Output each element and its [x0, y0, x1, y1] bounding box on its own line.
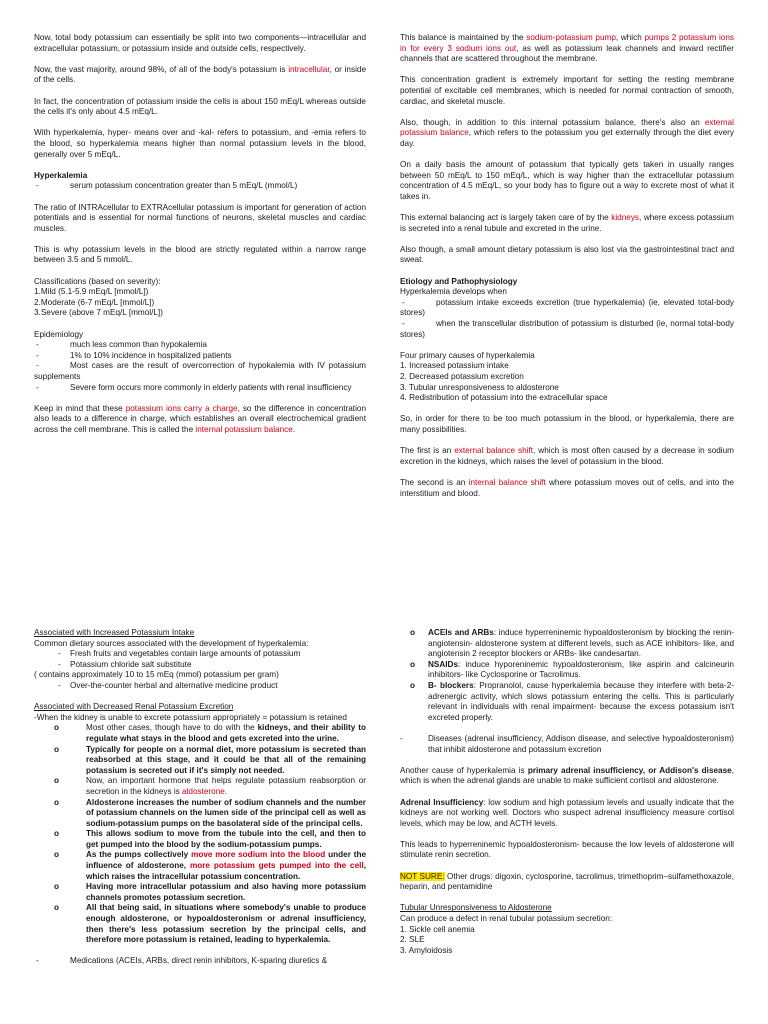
etiology-item: - potassium intake exceeds excretion (true hyperkalemia) (ie, elevated total-body stores)	[400, 298, 734, 319]
paragraph: This is why potassium levels in the blood are strictly regulated within a narrow range between 3.5 and 5 mmol/L.	[34, 244, 366, 265]
paragraph: The ratio of INTRAcellular to EXTRAcellular potassium is important for generation of action potentials and is essential for normal functions of neurons, skeletal muscles and cardiac muscles.	[34, 202, 366, 233]
bullet-item: o All that being said, in situations where somebody's unable to produce enough aldosterone, or hypoaldosteronism or adrenal insufficiency, then there's less potassium secretion by the principal cells, and therefore more potassium is retained, leading to hyperkalemia.	[34, 903, 366, 945]
paragraph: Also, though, in addition to this internal potassium balance, there's also an external potassium balance, which refers to the potassium you get externally through the diet every day.	[400, 117, 734, 148]
excretion-title: Associated with Decreased Renal Potassium Excretion	[34, 702, 234, 712]
paragraph: Now, total body potassium can essentially be split into two components—intracellular and extracellular potassium, or potassium inside and outside cells, respectively.	[34, 33, 366, 53]
bottom-right-column	[400, 628, 734, 956]
bullet-item: o This allows sodium to move from the tubule into the cell, and then to get pumped into the blood by the sodium-potassium pumps.	[34, 829, 366, 850]
cause-item: 2. Decreased potassium excretion	[400, 372, 524, 381]
diseases-item: - Diseases (adrenal insufficiency, Addison disease, and selective hypoaldosteronism) that inhibit aldosterone and potassium excretion	[400, 734, 734, 755]
paragraph: The first is an external balance shift, which is most often caused by a decrease in sodium excretion in the kidneys, which raises the level of potassium in the blood.	[400, 446, 734, 466]
bullet-item: o As the pumps collectively move more sodium into the blood under the influence of aldosterone, more potassium gets pumped into the cell, which raises the intracellular potassium concentration.	[34, 850, 366, 882]
bullet-item: o Now, an important hormone that helps regulate potassium reabsorption or secretion in the kidneys is aldosterone.	[34, 776, 366, 797]
epidemiology-item: - Severe form occurs more commonly in elderly patients with renal insufficiency	[34, 383, 366, 394]
paragraph: On a daily basis the amount of potassium that typically gets taken in usually ranges between 50 mEq/L to 150 mEq/L, which is way higher than the extracellular potassium concentration of 4.5 mEq/L, so your body has to figure out a way to excrete most of what it takes in.	[400, 160, 734, 201]
intake-title: Associated with Increased Potassium Intake	[34, 628, 195, 637]
drug-bullet: o NSAIDs: induce hyporeninemic hypoaldosteronism, like aspirin and calcineurin inhibitors- like Cyclosporine or Tacrolimus.	[400, 660, 734, 681]
tubular-item: 3. Amyloidosis	[400, 945, 453, 955]
paragraph: This external balancing act is largely taken care of by the kidneys, where excess potassium is secreted into a renal tubule and excreted in the urine.	[400, 213, 734, 233]
paragraph: NOT SURE: Other drugs: digoxin, cyclosporine, tacrolimus, trimethoprim–sulfamethoxazole, heparin, and pentamidine	[400, 871, 734, 892]
intake-item: - Fresh fruits and vegetables contain large amounts of potassium	[34, 649, 366, 660]
classification-item: 3.Severe (above 7 mEq/L [mmol/L])	[34, 308, 163, 318]
top-left-column	[34, 33, 366, 446]
drug-bullet: o B- blockers: Propranolol, cause hyperkalemia because they interfere with beta-2-adrenergic activity, which slows potassium entering the cells. This is particularly relevant in individuals with renal impairment- because the excess potassium isn't excreted properly.	[400, 681, 734, 723]
drug-bullet: o ACEIs and ARBs: induce hyperreninemic hypoaldosteronism by blocking the renin- angiotensin- aldosterone system at different levels, such as ACE inhibitors- like, and angiotensin 2 receptor blockers or ARBs- like candesartan.	[400, 628, 734, 660]
excretion-intro: -When the kidney is unable to excrete potassium appropriately = potassium is retained	[34, 712, 347, 722]
not-sure-highlight: NOT SURE:	[400, 871, 445, 881]
intake-item: - Potassium chloride salt substitute	[34, 660, 366, 671]
intake-item: - Over-the-counter herbal and alternative medicine product	[34, 681, 366, 692]
classification-item: 2.Moderate (6-7 mEq/L [mmol/L])	[34, 297, 155, 307]
tubular-item: 1. Sickle cell anemia	[400, 924, 475, 934]
epidemiology-item: - Most cases are the result of overcorrection of hypokalemia with IV potassium supplements	[34, 361, 366, 382]
epidemiology-title: Epidemiology	[34, 329, 84, 339]
bullet-item: o Having more intracellular potassium and also having more potassium channels promotes potassium secretion.	[34, 882, 366, 903]
section-heading: Hyperkalemia	[34, 170, 88, 180]
tubular-intro: Can produce a defect in renal tubular potassium secretion:	[400, 914, 613, 924]
paragraph: This concentration gradient is extremely important for setting the resting membrane potential of excitable cell membranes, which is needed for normal contraction of smooth, cardiac, and skeletal muscle.	[400, 75, 734, 106]
cause-item: 1. Increased potassium intake	[400, 361, 509, 371]
classification-item: 1.Mild (5.1-5.9 mEq/L [mmol/L])	[34, 287, 149, 297]
intake-intro: Common dietary sources associated with the development of hyperkalemia:	[34, 638, 309, 648]
epidemiology-item: - 1% to 10% incidence in hospitalized patients	[34, 351, 366, 362]
definition-item: - serum potassium concentration greater than 5 mEq/L (mmol/L)	[34, 181, 366, 192]
bullet-item: o Typically for people on a normal diet, more potassium is secreted than reabsorbed at this stage, and it could be that all of the remaining potassium is secreted out if it's simply not needed.	[34, 745, 366, 777]
paragraph: This balance is maintained by the sodium-potassium pump, which pumps 2 potassium ions in for every 3 sodium ions out, as well as potassium leak channels and inward rectifier channels that are scattered throughout the membrane.	[400, 33, 734, 64]
medications-item: - Medications (ACEIs, ARBs, direct renin inhibitors, K-sparing diuretics &	[34, 956, 366, 967]
bullet-item: o Aldosterone increases the number of sodium channels and the number of potassium channels on the lumen side of the principal cell as well as sodium-potassium pumps on the basolateral side of the principal cells.	[34, 798, 366, 830]
etiology-intro: Hyperkalemia develops when	[400, 287, 507, 297]
tubular-item: 2. SLE	[400, 935, 425, 945]
etiology-title: Etiology and Pathophysiology	[400, 276, 518, 286]
bullet-item: o Most other cases, though have to do with the kidneys, and their ability to regulate what stays in the blood and gets excreted into the urine.	[34, 723, 366, 744]
cause-item: 3. Tubular unresponsiveness to aldosterone	[400, 382, 559, 392]
paragraph: In fact, the concentration of potassium inside the cells is about 150 mEq/L whereas outside the cells it's only about 4.5 mEq/L.	[34, 96, 366, 117]
paragraph: The second is an internal balance shift where potassium moves out of cells, and into the interstitium and blood.	[400, 477, 734, 498]
paragraph: With hyperkalemia, hyper- means over and -kal- refers to potassium, and -emia refers to the blood, so hyperkalemia means higher than normal potassium levels in the blood, generally over 5 mEq/L.	[34, 128, 366, 159]
paragraph: Also though, a small amount dietary potassium is also lost via the gastrointestinal tract and sweat.	[400, 244, 734, 265]
etiology-item: - when the transcellular distribution of potassium is disturbed (ie, normal total-body stores)	[400, 319, 734, 340]
paragraph: So, in order for there to be too much potassium in the blood, or hyperkalemia, there are many possibilities.	[400, 414, 734, 434]
epidemiology-item: - much less common than hypokalemia	[34, 340, 366, 351]
tubular-title: Tubular Unresponsiveness to Aldosterone	[400, 903, 552, 913]
paragraph: This leads to hyperreninemic hypoaldosteronism- because the low levels of aldosterone will stimulate renin secretion.	[400, 839, 734, 860]
cause-item: 4. Redistribution of potassium into the extracellular space	[400, 393, 608, 403]
paragraph: Now, the vast majority, around 98%, of all of the body's potassium is intracellular, or inside of the cells.	[34, 64, 366, 85]
bottom-left-column	[34, 628, 366, 967]
causes-title: Four primary causes of hyperkalemia	[400, 350, 535, 360]
intake-note: ( contains approximately 10 to 15 mEq (mmol) potassium per gram)	[34, 670, 279, 680]
paragraph: Keep in mind that these potassium ions carry a charge, so the difference in concentration also leads to a difference in charge, which establishes an overall electrochemical gradient across the cell membrane. This is called the internal potassium balance.	[34, 403, 367, 434]
paragraph: Another cause of hyperkalemia is primary adrenal insufficiency, or Addison's disease, which is when the adrenal glands are unable to make sufficient cortisol and aldosterone.	[400, 765, 734, 786]
top-right-column	[400, 33, 734, 510]
paragraph: Adrenal Insufficiency: low sodium and high potassium levels and usually indicate that the kidneys are not working well. Doctors who suspect adrenal insufficiency measure cortisol levels, which may be low, and ACTH levels.	[400, 797, 734, 828]
classifications-title: Classifications (based on severity):	[34, 276, 161, 286]
